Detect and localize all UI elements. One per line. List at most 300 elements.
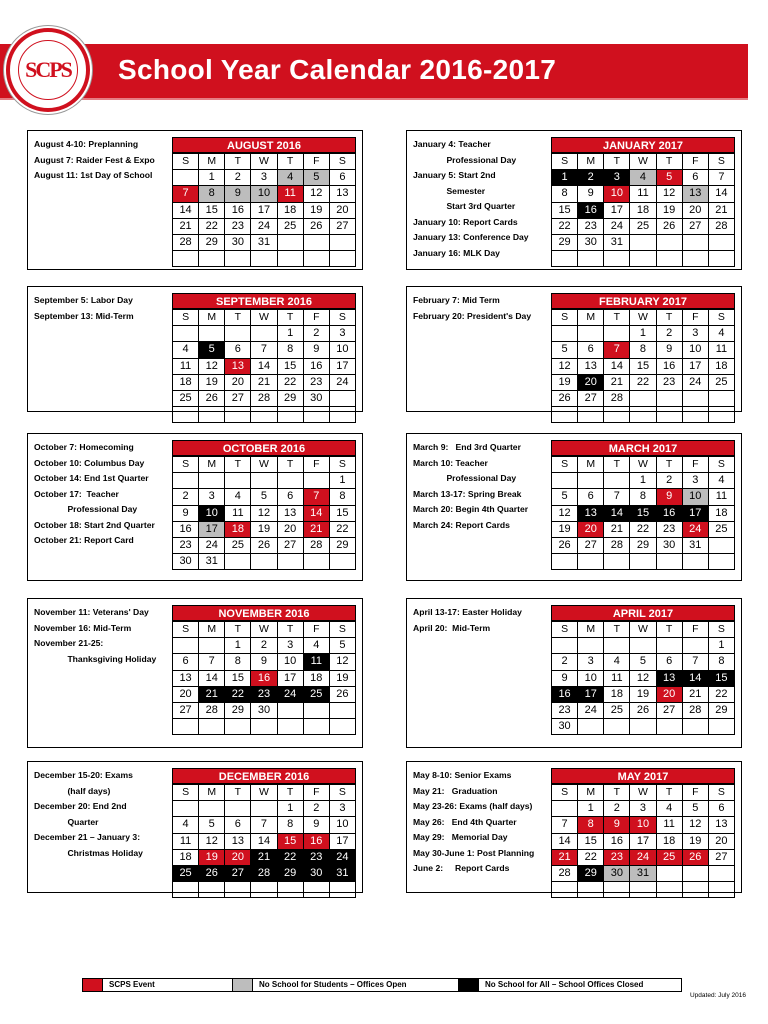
day-cell: 5 [552,342,578,358]
day-cell: 30 [225,234,251,250]
weekday-label: M [578,457,604,473]
day-cell [604,638,630,654]
day-cell: 1 [277,326,303,342]
day-cell: 17 [199,521,225,537]
day-cell: 30 [604,865,630,881]
day-cell [251,882,277,898]
weekday-label: S [708,310,734,326]
day-cell: 7 [199,654,225,670]
weekday-label: W [630,154,656,170]
day-cell: 16 [578,202,604,218]
weekday-label: F [682,310,708,326]
day-cell [578,473,604,489]
day-cell: 7 [251,817,277,833]
day-cell: 6 [225,817,251,833]
weekday-label: S [173,457,199,473]
weekday-label: T [277,785,303,801]
event-line: April 13-17: Easter Holiday [413,607,522,617]
day-cell [682,251,708,267]
weekday-label: M [199,457,225,473]
day-cell [329,702,355,718]
day-cell [225,719,251,735]
day-cell: 16 [656,358,682,374]
day-cell: 8 [552,186,578,202]
event-line: (half days) [34,785,111,796]
day-cell: 18 [277,202,303,218]
day-cell: 23 [303,849,329,865]
day-cell: 5 [199,342,225,358]
weekday-label: T [604,310,630,326]
day-cell: 8 [329,489,355,505]
month-box [406,433,742,581]
day-cell: 5 [251,489,277,505]
weekday-label: T [225,785,251,801]
event-line: December 21 – January 3: [34,832,141,842]
day-cell: 24 [630,849,656,865]
event-line: March 13-17: Spring Break [413,488,522,499]
weekday-label: S [329,154,355,170]
day-cell [630,390,656,406]
day-cell: 28 [251,390,277,406]
day-cell: 9 [225,186,251,202]
day-cell: 19 [251,521,277,537]
day-cell: 17 [682,505,708,521]
day-cell [578,554,604,570]
day-cell: 15 [277,833,303,849]
day-cell: 14 [173,202,199,218]
weekday-label: F [682,457,708,473]
day-cell: 12 [552,505,578,521]
day-cell: 28 [173,234,199,250]
day-cell: 29 [552,234,578,250]
day-cell: 30 [251,702,277,718]
day-cell: 15 [708,670,734,686]
weekday-label: T [277,310,303,326]
day-cell: 25 [604,702,630,718]
weekday-label: S [173,785,199,801]
day-cell: 26 [199,865,225,881]
day-cell: 7 [708,170,734,186]
day-cell: 21 [682,686,708,702]
event-line: January 13: Conference Day [413,232,529,242]
day-cell: 14 [708,186,734,202]
day-cell: 26 [251,537,277,553]
day-cell [656,390,682,406]
day-cell: 28 [604,537,630,553]
event-line: Christmas Holiday [34,847,143,858]
weekday-label: T [656,785,682,801]
day-cell: 21 [604,521,630,537]
day-cell: 31 [682,537,708,553]
day-cell: 10 [199,505,225,521]
weekday-label: F [682,785,708,801]
events-list [34,768,172,861]
month-calendar [172,137,356,267]
day-cell: 8 [630,342,656,358]
day-cell: 25 [708,374,734,390]
month-calendar [172,768,356,898]
day-cell: 19 [199,374,225,390]
day-cell: 31 [630,865,656,881]
day-cell [251,801,277,817]
day-cell: 20 [708,833,734,849]
day-cell: 6 [578,489,604,505]
day-cell [708,234,734,250]
day-cell: 13 [708,817,734,833]
month-box [406,598,742,748]
day-cell: 26 [199,390,225,406]
day-cell: 28 [682,702,708,718]
events-list [413,137,551,261]
day-cell: 3 [277,638,303,654]
month-box [406,130,742,270]
weekday-label: M [578,310,604,326]
day-cell: 2 [656,326,682,342]
legend-swatch-red [83,979,103,991]
day-cell: 17 [604,202,630,218]
weekday-label: W [251,310,277,326]
legend-label: No School for All – School Offices Closed [485,980,644,989]
weekday-label: S [173,310,199,326]
day-cell: 30 [173,554,199,570]
day-cell [656,554,682,570]
day-cell [199,719,225,735]
day-cell [552,473,578,489]
day-cell: 19 [552,521,578,537]
month-box [27,433,363,581]
weekday-label: T [604,154,630,170]
day-cell: 30 [303,390,329,406]
day-cell: 2 [173,489,199,505]
month-calendar [551,137,735,267]
month-title: OCTOBER 2016 [172,440,356,456]
day-cell: 27 [225,865,251,881]
day-cell: 6 [173,654,199,670]
day-cell: 9 [578,186,604,202]
event-line: May 8-10: Senior Exams [413,770,512,780]
day-cell: 4 [656,801,682,817]
day-cell [604,719,630,735]
weekday-label: T [225,310,251,326]
day-cell [173,638,199,654]
day-cell: 11 [604,670,630,686]
day-cell: 7 [552,817,578,833]
day-cell [578,326,604,342]
weekday-label: T [277,154,303,170]
event-line: May 23-26: Exams (half days) [413,801,533,811]
day-cell [329,719,355,735]
day-cell [329,407,355,423]
day-cell: 29 [329,537,355,553]
day-cell: 7 [303,489,329,505]
day-cell: 8 [277,817,303,833]
day-cell: 12 [329,654,355,670]
events-list [34,440,172,549]
day-cell: 28 [708,218,734,234]
day-cell: 24 [682,521,708,537]
day-cell: 3 [251,170,277,186]
event-line: Semester [413,185,486,196]
weekday-label: M [578,622,604,638]
day-cell: 1 [630,326,656,342]
day-cell [682,554,708,570]
day-cell [630,554,656,570]
day-cell [173,801,199,817]
weekday-label: W [251,785,277,801]
day-cell: 15 [277,358,303,374]
month-calendar [172,605,356,735]
day-cell: 9 [552,670,578,686]
weekday-label: W [630,310,656,326]
event-line: December 15-20: Exams [34,770,133,780]
day-cell: 22 [708,686,734,702]
day-cell [199,473,225,489]
day-cell: 5 [656,170,682,186]
weekday-label: M [578,154,604,170]
day-cell: 19 [199,849,225,865]
month-title: FEBRUARY 2017 [551,293,735,309]
day-cell: 8 [630,489,656,505]
day-cell: 11 [708,342,734,358]
day-cell: 20 [277,521,303,537]
day-cell [199,638,225,654]
month-calendar [172,440,356,570]
day-cell: 9 [251,654,277,670]
day-cell: 17 [251,202,277,218]
day-cell [552,882,578,898]
event-line: October 17: Teacher [34,488,119,499]
day-cell: 5 [199,817,225,833]
day-cell: 14 [604,358,630,374]
day-cell: 28 [199,702,225,718]
day-cell [578,638,604,654]
event-line: Quarter [34,816,99,827]
day-cell: 2 [552,654,578,670]
day-cell: 4 [277,170,303,186]
day-cell [682,390,708,406]
weekday-label: F [682,154,708,170]
event-line: March 9: End 3rd Quarter [413,442,521,452]
day-cell: 21 [199,686,225,702]
events-list [413,293,551,324]
events-list [34,605,172,667]
day-cell: 15 [329,505,355,521]
day-cell: 18 [656,833,682,849]
day-cell: 25 [708,521,734,537]
day-cell: 12 [199,358,225,374]
weekday-label: T [225,622,251,638]
event-line: October 21: Report Card [34,535,134,545]
day-cell: 23 [604,849,630,865]
day-cell: 26 [682,849,708,865]
day-cell [277,407,303,423]
events-list [34,137,172,184]
day-cell [604,326,630,342]
weekday-label: W [251,154,277,170]
day-cell: 11 [630,186,656,202]
day-cell: 5 [329,638,355,654]
event-line: Professional Day [413,473,517,483]
weekday-label: S [552,785,578,801]
day-cell: 24 [329,849,355,865]
weekday-label: S [173,622,199,638]
day-cell: 11 [225,505,251,521]
day-cell [656,719,682,735]
day-cell: 24 [199,537,225,553]
day-cell: 13 [173,670,199,686]
day-cell: 11 [303,654,329,670]
event-line: March 24: Report Cards [413,519,510,530]
events-list [413,768,551,877]
day-cell [277,473,303,489]
day-cell [578,251,604,267]
day-cell: 23 [656,374,682,390]
day-cell: 20 [225,849,251,865]
day-cell: 20 [656,686,682,702]
day-cell: 15 [552,202,578,218]
weekday-label: S [552,310,578,326]
day-cell: 14 [251,833,277,849]
day-cell: 31 [604,234,630,250]
day-cell: 5 [682,801,708,817]
event-line: May 21: Graduation [413,785,498,796]
month-box [27,130,363,270]
day-cell: 31 [251,234,277,250]
day-cell [173,170,199,186]
day-cell: 8 [708,654,734,670]
day-cell: 27 [277,537,303,553]
day-cell [656,251,682,267]
day-cell: 4 [173,342,199,358]
day-cell: 27 [173,702,199,718]
day-cell: 27 [708,849,734,865]
day-cell: 31 [199,554,225,570]
day-cell: 8 [225,654,251,670]
day-cell [329,251,355,267]
day-cell: 3 [329,801,355,817]
weekday-label: W [630,622,656,638]
day-cell: 9 [656,342,682,358]
day-cell: 22 [630,521,656,537]
day-cell [708,537,734,553]
day-cell [173,882,199,898]
day-cell: 4 [708,473,734,489]
day-cell: 2 [604,801,630,817]
day-cell: 22 [329,521,355,537]
day-cell [225,326,251,342]
day-cell: 5 [552,489,578,505]
day-cell [682,865,708,881]
day-cell: 20 [682,202,708,218]
event-line: October 10: Columbus Day [34,457,145,468]
day-cell [552,326,578,342]
day-cell: 9 [303,342,329,358]
day-cell: 20 [578,521,604,537]
event-line: August 7: Raider Fest & Expo [34,154,155,165]
day-cell [578,719,604,735]
day-cell: 16 [251,670,277,686]
event-line: November 16: Mid-Term [34,622,132,633]
event-line: October 7: Homecoming [34,442,134,452]
day-cell: 22 [277,374,303,390]
weekday-label: W [251,457,277,473]
day-cell: 15 [630,505,656,521]
legend-item-students-off [233,979,459,991]
day-cell: 18 [708,358,734,374]
day-cell: 6 [225,342,251,358]
day-cell: 14 [682,670,708,686]
weekday-label: F [303,457,329,473]
weekday-label: S [329,457,355,473]
event-line: August 11: 1st Day of School [34,170,153,180]
event-line: May 30-June 1: Post Planning [413,847,535,858]
weekday-label: T [656,622,682,638]
day-cell: 4 [708,326,734,342]
day-cell [682,638,708,654]
day-cell [578,407,604,423]
weekday-label: F [303,154,329,170]
logo-text: SCPS [18,40,78,100]
day-cell: 9 [303,817,329,833]
event-line: November 11: Veterans' Day [34,607,149,617]
month-title: MARCH 2017 [551,440,735,456]
day-cell: 4 [303,638,329,654]
day-cell: 16 [225,202,251,218]
day-cell: 3 [630,801,656,817]
day-cell: 16 [173,521,199,537]
day-cell: 10 [630,817,656,833]
day-cell [303,473,329,489]
day-cell: 15 [578,833,604,849]
day-cell: 24 [604,218,630,234]
day-cell: 1 [578,801,604,817]
weekday-label: T [225,154,251,170]
day-cell [329,390,355,406]
day-cell: 16 [604,833,630,849]
day-cell [303,407,329,423]
day-cell [251,473,277,489]
day-cell: 10 [578,670,604,686]
day-cell: 22 [225,686,251,702]
day-cell: 23 [578,218,604,234]
day-cell: 10 [682,342,708,358]
day-cell: 21 [251,849,277,865]
day-cell: 13 [682,186,708,202]
day-cell: 25 [173,390,199,406]
month-calendar [551,768,735,898]
day-cell: 29 [199,234,225,250]
legend-swatch-gray [233,979,253,991]
day-cell: 30 [578,234,604,250]
event-line: May 26: End 4th Quarter [413,816,517,827]
day-cell: 14 [604,505,630,521]
event-line: April 20: Mid-Term [413,622,491,633]
day-cell: 18 [225,521,251,537]
day-cell [656,882,682,898]
day-cell: 15 [199,202,225,218]
day-cell: 29 [225,702,251,718]
day-cell: 25 [277,218,303,234]
day-cell: 18 [303,670,329,686]
page-title: School Year Calendar 2016-2017 [118,54,557,85]
day-cell [552,801,578,817]
day-cell: 21 [303,521,329,537]
day-cell [173,407,199,423]
day-cell [277,251,303,267]
day-cell [656,234,682,250]
header-stripe [0,96,748,100]
day-cell [682,719,708,735]
